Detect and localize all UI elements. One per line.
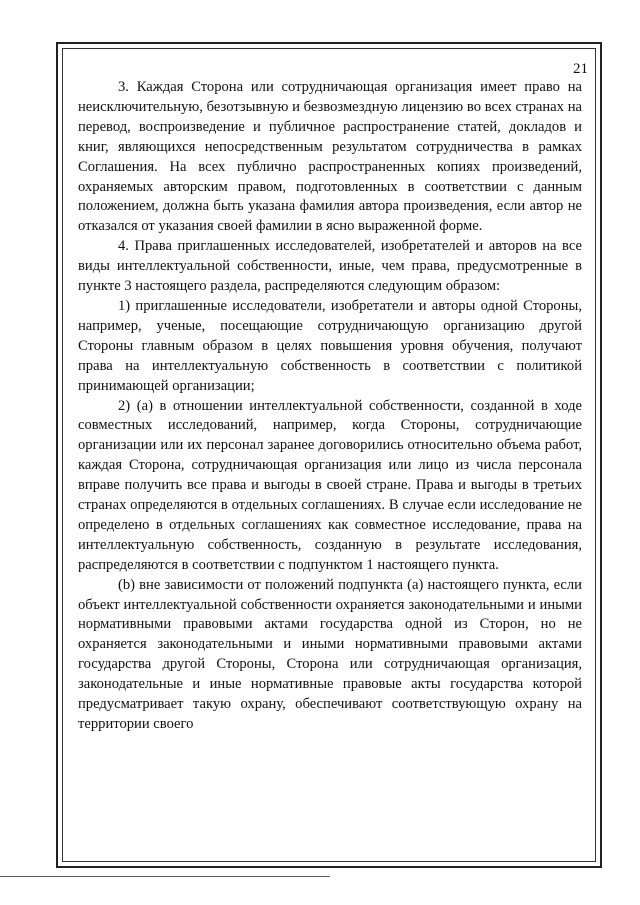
- paragraph-clause-3: 3. Каждая Сторона или сотрудничающая организация имеет право на неисключительную, безотзывную и безвозмездную лицензию во всех странах на перевод, воспроизведение и публичное распространение статей, докладов и книг, являющихся непосредственным результатом сотрудничества в рамках Соглашения. На всех публично распространенных копиях произведений, охраняемых авторским правом, подготовленных в соответствии с данным положением, должна быть указана фамилия автора произведения, если автор не отказался от указания своей фамилии в ясно выраженной форме.: [78, 79, 582, 235]
- paragraph-subclause-2a: 2) (а) в отношении интеллектуальной собственности, созданной в ходе совместных исследований, например, когда Стороны, сотрудничающие организации или их персонал заранее договорились относительно объема работ, каждая Сторона, сотрудничающая организация или лицо из числа персонала вправе получить все права и выгоды в своей стране. Права и выгоды в третьих странах определяются в отдельных соглашениях. В случае если исследование не определено в отдельных соглашениях как совместное исследование, права на интеллектуальную собственность, созданную в результате исследования, распределяются в соответствии с подпунктом 1 настоящего пункта.: [78, 397, 582, 573]
- scan-bottom-rule: [0, 876, 330, 877]
- document-body: [78, 78, 582, 735]
- page-number: 21: [573, 61, 588, 77]
- paragraph-clause-4: 4. Права приглашенных исследователей, изобретателей и авторов на все виды интеллектуальной собственности, иные, чем права, предусмотренные в пункте 3 настоящего раздела, распределяются следующим образом:: [78, 238, 582, 295]
- paragraph-subclause-2b: (b) вне зависимости от положений подпункта (а) настоящего пункта, если объект интеллектуальной собственности охраняется законодательными и иными нормативными правовыми актами государства одной из Сторон, но не охраняется законодательными и иными нормативными правовыми актами государства другой Стороны, Сторона или сотрудничающая организация, законодательные и иные нормативные правовые акты государства которой предусматривает такую охрану, обеспечивают соответствующую охрану на территории своего: [78, 576, 582, 732]
- paragraph-subclause-1: 1) приглашенные исследователи, изобретатели и авторы одной Стороны, например, ученые, посещающие сотрудничающую организацию другой Стороны главным образом в целях повышения уровня обучения, получают права на интеллектуальную собственность в соответствии с политикой принимающей организации;: [78, 297, 582, 394]
